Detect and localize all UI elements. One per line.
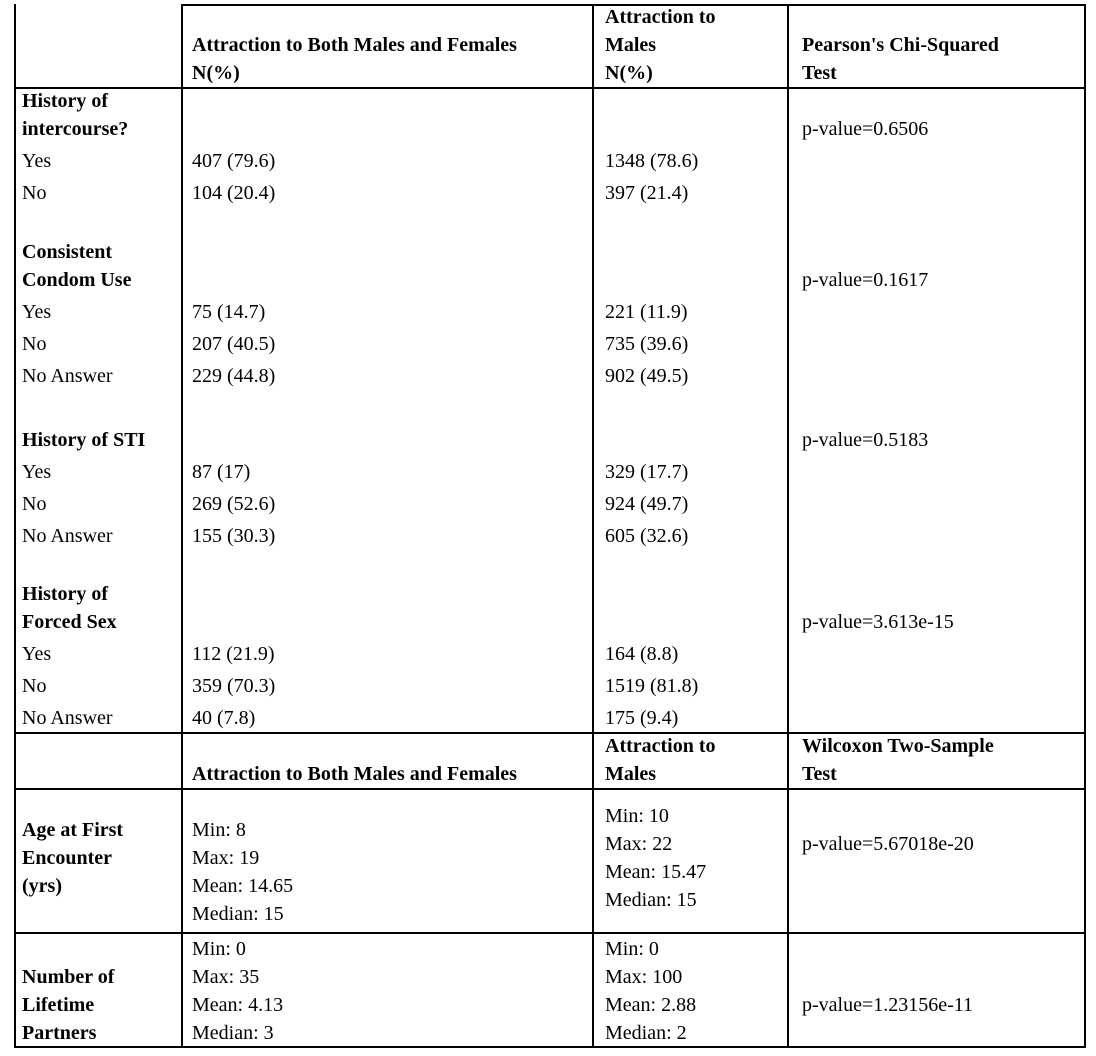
row-line-age — [14, 932, 1086, 934]
age-p-value: p-value=5.67018e-20 — [802, 833, 974, 855]
cell-males: 902 (49.5) — [605, 365, 689, 387]
age-title: Encounter — [22, 847, 112, 869]
cell-males: 1348 (78.6) — [605, 150, 699, 172]
cell-males: 221 (11.9) — [605, 301, 688, 323]
header1-col1-sub: N(%) — [192, 62, 240, 84]
section-title: Condom Use — [22, 269, 132, 291]
age-both-mean: Mean: 14.65 — [192, 875, 294, 897]
row-line-header2 — [14, 788, 1086, 790]
age-both-max: Max: 19 — [192, 847, 260, 869]
cell-both: 40 (7.8) — [192, 707, 256, 729]
row-label: No Answer — [22, 365, 113, 387]
section-title: Consistent — [22, 241, 113, 263]
row-label: Yes — [22, 461, 52, 483]
p-value: p-value=0.1617 — [802, 269, 929, 291]
cell-males: 924 (49.7) — [605, 493, 689, 515]
age-males-min: Min: 10 — [605, 805, 669, 827]
row-label: No — [22, 675, 47, 697]
row-line-header1 — [14, 87, 1086, 89]
p-value: p-value=0.5183 — [802, 429, 929, 451]
cell-both: 207 (40.5) — [192, 333, 276, 355]
header1-col2-line1: Attraction to — [605, 6, 716, 28]
header1-col2-line2: Males — [605, 34, 657, 56]
age-title: (yrs) — [22, 875, 62, 897]
cell-males: 397 (21.4) — [605, 182, 689, 204]
header1-col3-line2: Test — [802, 62, 837, 84]
cell-both: 269 (52.6) — [192, 493, 276, 515]
row-label: No Answer — [22, 707, 113, 729]
header2-col3-line2: Test — [802, 763, 837, 785]
section-title: intercourse? — [22, 118, 129, 140]
header1-col3-line1: Pearson's Chi-Squared — [802, 34, 999, 56]
p-value: p-value=3.613e-15 — [802, 611, 954, 633]
cell-both: 155 (30.3) — [192, 525, 276, 547]
cell-males: 175 (9.4) — [605, 707, 679, 729]
partners-males-min: Min: 0 — [605, 938, 659, 960]
partners-both-max: Max: 35 — [192, 966, 260, 988]
cell-both: 75 (14.7) — [192, 301, 266, 323]
section-title: History of STI — [22, 429, 146, 451]
cell-both: 359 (70.3) — [192, 675, 276, 697]
header2-col1: Attraction to Both Males and Females — [192, 763, 517, 785]
section-title: Forced Sex — [22, 611, 117, 633]
col-line-3 — [787, 4, 789, 1048]
cell-males: 164 (8.8) — [605, 643, 679, 665]
header1-col1: Attraction to Both Males and Females — [192, 34, 517, 56]
col-line-2 — [592, 4, 594, 1048]
header2-col2-line1: Attraction to — [605, 735, 716, 757]
age-males-max: Max: 22 — [605, 833, 673, 855]
age-males-median: Median: 15 — [605, 889, 697, 911]
cell-both: 112 (21.9) — [192, 643, 275, 665]
cell-both: 229 (44.8) — [192, 365, 276, 387]
cell-both: 87 (17) — [192, 461, 251, 483]
partners-title: Number of — [22, 966, 115, 988]
col-line-0 — [14, 4, 16, 1048]
partners-p-value: p-value=1.23156e-11 — [802, 994, 974, 1016]
cell-males: 605 (32.6) — [605, 525, 689, 547]
row-label: No — [22, 493, 47, 515]
header1-col2-sub: N(%) — [605, 62, 653, 84]
section-title: History of — [22, 90, 109, 112]
partners-both-median: Median: 3 — [192, 1022, 274, 1044]
section-title: History of — [22, 583, 109, 605]
partners-title: Partners — [22, 1022, 97, 1044]
partners-males-mean: Mean: 2.88 — [605, 994, 697, 1016]
partners-both-min: Min: 0 — [192, 938, 246, 960]
partners-title: Lifetime — [22, 994, 95, 1016]
col-line-1 — [181, 4, 183, 1048]
row-label: No — [22, 333, 47, 355]
partners-both-mean: Mean: 4.13 — [192, 994, 284, 1016]
row-label: Yes — [22, 643, 52, 665]
header2-col3-line1: Wilcoxon Two-Sample — [802, 735, 994, 757]
age-both-min: Min: 8 — [192, 819, 246, 841]
cell-both: 104 (20.4) — [192, 182, 276, 204]
age-both-median: Median: 15 — [192, 903, 284, 925]
age-males-mean: Mean: 15.47 — [605, 861, 707, 883]
row-label: Yes — [22, 301, 52, 323]
cell-males: 329 (17.7) — [605, 461, 689, 483]
col-line-4 — [1084, 4, 1086, 1048]
row-line-bottom — [14, 1046, 1086, 1048]
p-value: p-value=0.6506 — [802, 118, 929, 140]
header2-col2-line2: Males — [605, 763, 657, 785]
cell-both: 407 (79.6) — [192, 150, 276, 172]
partners-males-median: Median: 2 — [605, 1022, 687, 1044]
row-label: No Answer — [22, 525, 113, 547]
age-title: Age at First — [22, 819, 124, 841]
cell-males: 1519 (81.8) — [605, 675, 699, 697]
cell-males: 735 (39.6) — [605, 333, 689, 355]
partners-males-max: Max: 100 — [605, 966, 683, 988]
row-label: Yes — [22, 150, 52, 172]
row-label: No — [22, 182, 47, 204]
